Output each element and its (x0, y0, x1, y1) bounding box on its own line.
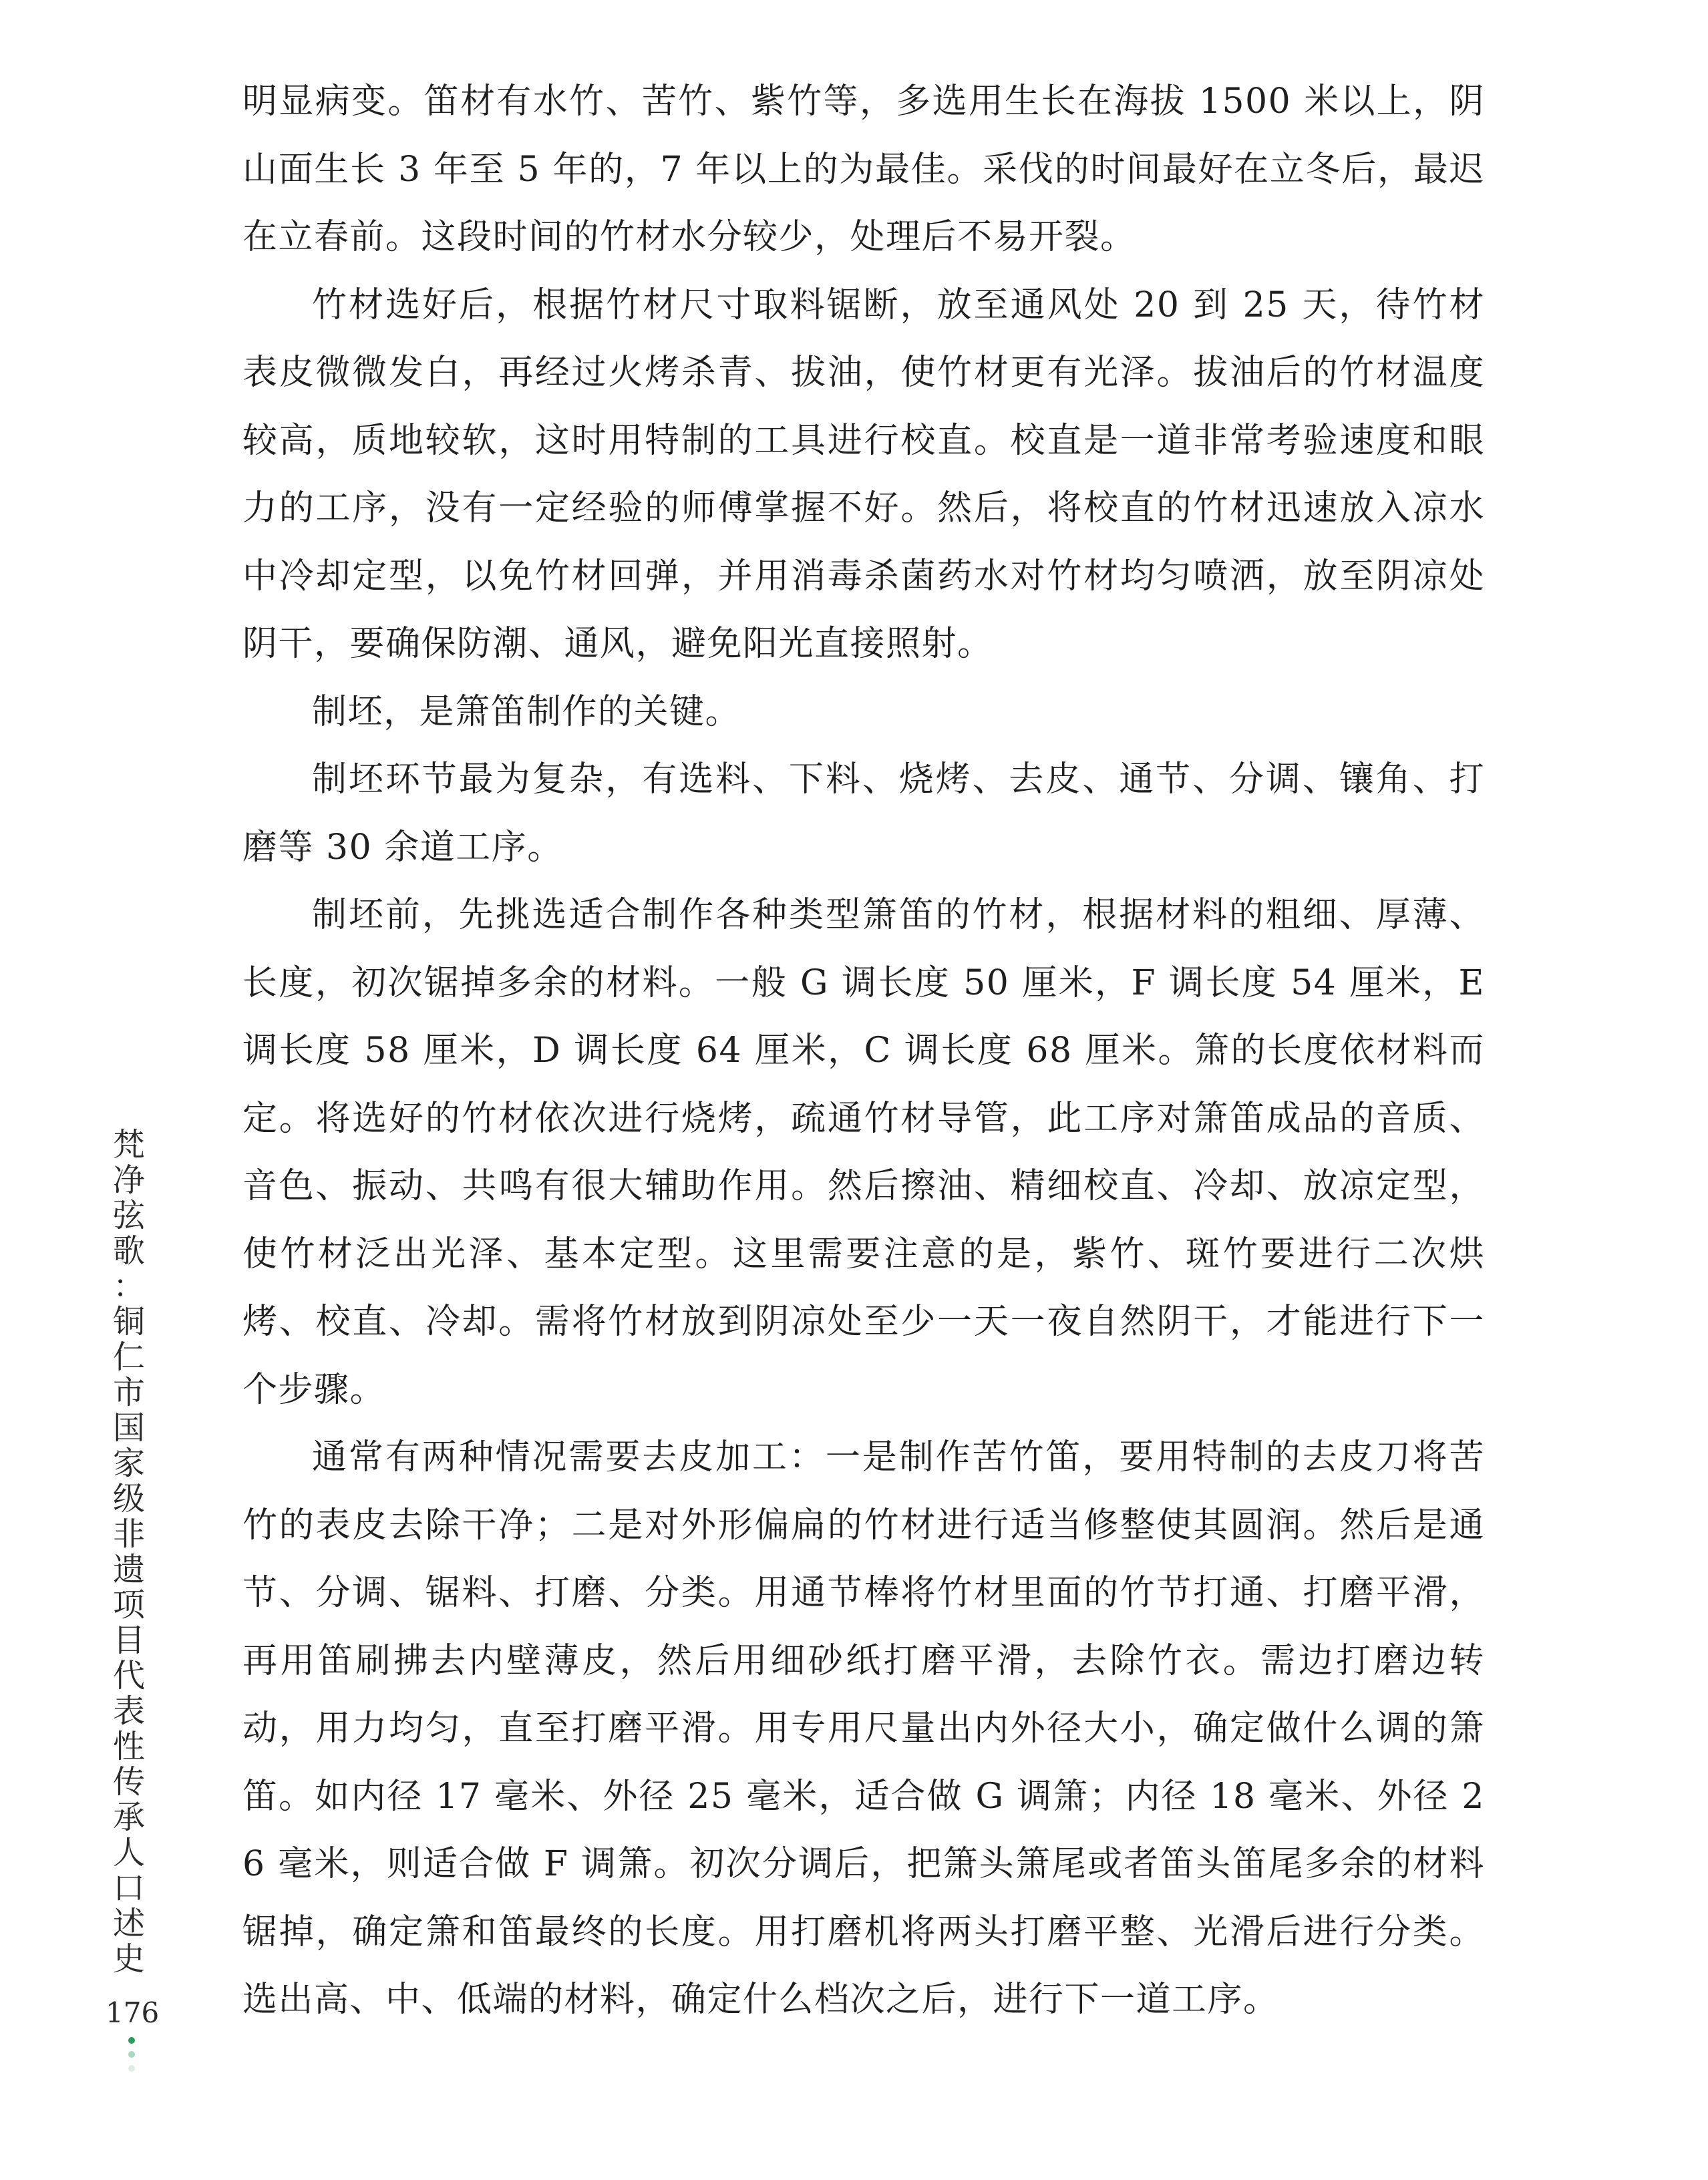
paragraph-1: 明显病变。笛材有水竹、苦竹、紫竹等，多选用生长在海拔 1500 米以上，阴山面生长 3 年至 5 年的，7 年以上的为最佳。采伐的时间最好在立冬后，最迟在立春前。这段时间的竹材水分较少，处理后不易开裂。 (242, 81, 1485, 257)
ornament-dot-1 (128, 2037, 135, 2044)
book-title-char: 项 (112, 1586, 145, 1624)
book-title-char: 家 (112, 1445, 145, 1482)
ornament-dot-3 (128, 2065, 135, 2072)
paragraph-6: 通常有两种情况需要去皮加工：一是制作苦竹笛，要用特制的去皮刀将苦竹的表皮去除干净；二是对外形偏扁的竹材进行适当修整使其圆润。然后是通节、分调、锯料、打磨、分类。用通节棒将竹材里面的竹节打通、打磨平滑，再用笛刷拂去内壁薄皮，然后用细砂纸打磨平滑，去除竹衣。需边打磨边转动，用力均匀，直至打磨平滑。用专用尺量出内外径大小，确定做什么调的箫笛。如内径 17 毫米、外径 25 毫米，适合做 G 调箫；内径 18 毫米、外径 26 毫米，则适合做 F 调箫。初次分调后，把箫头箫尾或者笛头笛尾多余的材料锯掉，确定箫和笛最终的长度。用打磨机将两头打磨平整、光滑后进行分类。选出高、中、低端的材料，确定什么档次之后，进行下一道工序。 (242, 1437, 1485, 2020)
page-ornament-dots (127, 2037, 136, 2079)
book-title-char: ： (112, 1268, 145, 1305)
book-title-char: 性 (112, 1728, 145, 1765)
book-title-char: 述 (112, 1905, 145, 1942)
body-text (242, 68, 1485, 2034)
book-title-char: 梵 (112, 1126, 145, 1163)
book-title-char: 歌 (112, 1232, 145, 1270)
book-title-char: 市 (112, 1374, 145, 1411)
paragraph-3: 制坯，是箫笛制作的关键。 (312, 691, 741, 732)
vertical-book-title (109, 1127, 149, 1977)
book-title-char: 传 (112, 1763, 145, 1801)
book-title-char: 表 (112, 1692, 145, 1730)
book-title-char: 级 (112, 1480, 145, 1517)
paragraph-4: 制坯环节最为复杂，有选料、下料、烧烤、去皮、通节、分调、镶角、打磨等 30 余道工序。 (242, 759, 1485, 868)
book-title-char: 遗 (112, 1551, 145, 1588)
page-number: 176 (106, 1996, 160, 2029)
paragraph-5: 制坯前，先挑选适合制作各种类型箫笛的竹材，根据材料的粗细、厚薄、长度，初次锯掉多余的材料。一般 G 调长度 50 厘米，F 调长度 54 厘米，E 调长度 58 厘米，D 调长度 64 厘米，C 调长度 68 厘米。箫的长度依材料而定。将选好的竹材依次进行烧烤，疏通竹材导管，此工序对箫笛成品的音质、音色、振动、共鸣有很大辅助作用。然后擦油、精细校直、冷却、放凉定型，使竹材泛出光泽、基本定型。这里需要注意的是，紫竹、斑竹要进行二次烘烤、校直、冷却。需将竹材放到阴凉处至少一天一夜自然阴干，才能进行下一个步骤。 (242, 895, 1485, 1410)
book-title-char: 净 (112, 1161, 145, 1199)
book-title-char: 弦 (112, 1197, 145, 1234)
ornament-dot-2 (128, 2051, 135, 2058)
book-title-char: 目 (112, 1622, 145, 1659)
book-title-char: 代 (112, 1657, 145, 1694)
book-title-char: 国 (112, 1409, 145, 1447)
paragraph-2: 竹材选好后，根据竹材尺寸取料锯断，放至通风处 20 到 25 天，待竹材表皮微微发白，再经过火烤杀青、拔油，使竹材更有光泽。拔油后的竹材温度较高，质地较软，这时用特制的工具进行校直。校直是一道非常考验速度和眼力的工序，没有一定经验的师傅掌握不好。然后，将校直的竹材迅速放入凉水中冷却定型，以免竹材回弹，并用消毒杀菌药水对竹材均匀喷洒，放至阴凉处阴干，要确保防潮、通风，避免阳光直接照射。 (242, 285, 1485, 664)
book-title-char: 铜 (112, 1303, 145, 1340)
book-title-char: 人 (112, 1834, 145, 1871)
book-title-char: 非 (112, 1515, 145, 1553)
book-title-char: 史 (112, 1940, 145, 1978)
book-title-char: 承 (112, 1799, 145, 1836)
book-title-char: 口 (112, 1869, 145, 1907)
book-title-char: 仁 (112, 1338, 145, 1376)
